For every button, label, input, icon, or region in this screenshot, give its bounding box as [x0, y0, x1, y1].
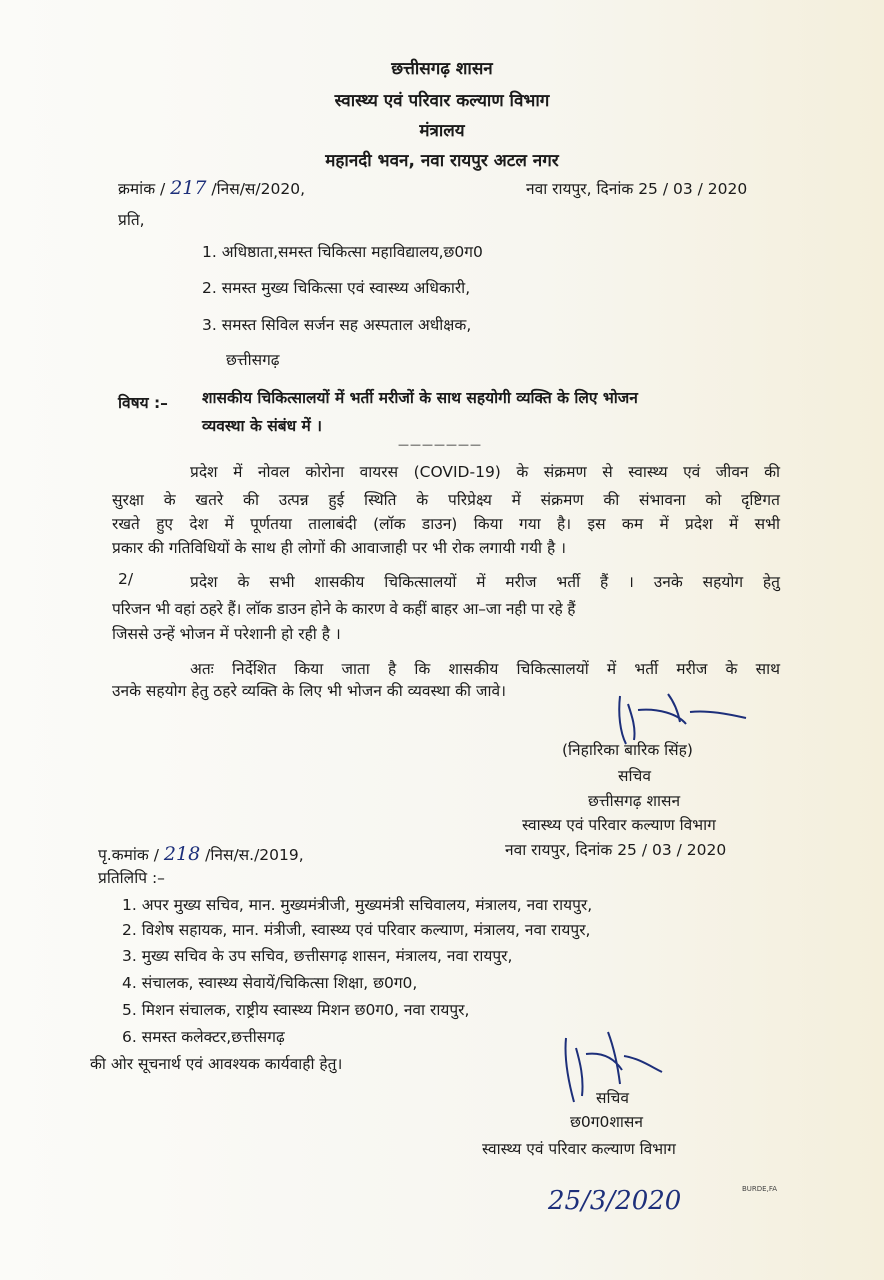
copy-footer: की ओर सूचनार्थ एवं आवश्यक कार्यवाही हेतु। [90, 1055, 343, 1073]
to-item: 3. समस्त सिविल सर्जन सह अस्पताल अधीक्षक, [202, 316, 472, 334]
copy-item: 2. विशेष सहायक, मान. मंत्रीजी, स्वास्थ्य एवं परिवार कल्याण, मंत्रालय, नवा रायपुर, [122, 921, 591, 939]
reference-suffix: /निस/स/2020, [211, 180, 306, 198]
reference-2-prefix: पृ.कमांक / [98, 846, 159, 864]
body-p2-line: परिजन भी वहां ठहरे हैं। लॉक डाउन होने के कारण वे कहीं बाहर आ–जा नही पा रहे हैं [112, 600, 576, 618]
body-p2-number: 2/ [118, 570, 134, 588]
copy-item: 4. संचालक, स्वास्थ्य सेवायें/चिकित्सा शिक्षा, छ0ग0, [122, 974, 418, 992]
signatory-2-line-1: छ0ग0शासन [570, 1113, 643, 1131]
reference-prefix: क्रमांक / [118, 180, 166, 198]
subject-line-1: शासकीय चिकित्सालयों में भर्ती मरीजों के साथ सहयोगी व्यक्ति के लिए भोजन [202, 389, 638, 407]
to-item: 1. अधिष्ठाता,समस्त चिकित्सा महाविद्यालय,छ0ग0 [202, 243, 483, 261]
header-line-4: महानदी भवन, नवा रायपुर अटल नगर [325, 151, 559, 171]
handwritten-date: 25/3/2020 [548, 1186, 682, 1216]
body-p1-line: प्रदेश में नोवल कोरोना वायरस (COVID-19) के संक्रमण से स्वास्थ्य एवं जीवन की [190, 463, 780, 481]
body-p2-line: जिससे उन्हें भोजन में परेशानी हो रही है । [112, 625, 341, 643]
header-line-2: स्वास्थ्य एवं परिवार कल्याण विभाग [334, 91, 550, 111]
subject-rule: ——————— [398, 438, 482, 451]
stamp-initials: BURDE,FA [742, 1185, 777, 1193]
signatory-designation: सचिव [618, 767, 651, 785]
body-p1-line: रखते हुए देश में पूर्णतया तालाबंदी (लॉक डाउन) किया गया है। इस कम में प्रदेश में सभी [112, 515, 780, 533]
to-label: प्रति, [118, 211, 145, 229]
reference-date: नवा रायपुर, दिनांक 25 / 03 / 2020 [526, 180, 748, 198]
copy-item: 5. मिशन संचालक, राष्ट्रीय स्वास्थ्य मिशन छ0ग0, नवा रायपुर, [122, 1001, 470, 1019]
subject-label: विषय :– [118, 394, 168, 412]
body-p1-line: सुरक्षा के खतरे की उत्पन्न हुई स्थिति के परिप्रेक्ष्य में संक्रमण की संभावना को दृष्टिगत [112, 491, 780, 509]
to-state: छत्तीसगढ़ [226, 351, 280, 369]
body-p3-line: उनके सहयोग हेतु ठहरे व्यक्ति के लिए भी भोजन की व्यवस्था की जावे। [112, 682, 506, 700]
reference-2-suffix: /निस/स./2019, [205, 846, 304, 864]
reference-number [118, 177, 305, 199]
copy-label: प्रतिलिपि :– [98, 869, 165, 887]
copy-item: 3. मुख्य सचिव के उप सचिव, छत्तीसगढ़ शासन, मंत्रालय, नवा रायपुर, [122, 947, 513, 965]
subject-line-2: व्यवस्था के संबंध में । [202, 417, 323, 435]
body-p1-line: प्रकार की गतिविधियों के साथ ही लोगों की आवाजाही पर भी रोक लगायी गयी है । [112, 539, 567, 557]
handwritten-ref-2-number: 218 [163, 843, 201, 865]
signatory-2-line-2: स्वास्थ्य एवं परिवार कल्याण विभाग [482, 1140, 676, 1158]
header-line-3: मंत्रालय [419, 121, 465, 141]
reference-2-number [98, 843, 304, 865]
signatory-line-2: स्वास्थ्य एवं परिवार कल्याण विभाग [522, 816, 716, 834]
body-p2-line: प्रदेश के सभी शासकीय चिकित्सालयों में मरीज भर्ती हैं । उनके सहयोग हेतु [190, 573, 780, 591]
handwritten-ref-number: 217 [170, 177, 207, 199]
body-p3-line: अतः निर्देशित किया जाता है कि शासकीय चिकित्सालयों में भर्ती मरीज के साथ [190, 660, 780, 678]
copy-item: 1. अपर मुख्य सचिव, मान. मुख्यमंत्रीजी, मुख्यमंत्री सचिवालय, मंत्रालय, नवा रायपुर, [122, 896, 593, 914]
reference-2-date: नवा रायपुर, दिनांक 25 / 03 / 2020 [505, 841, 727, 859]
header-line-1: छत्तीसगढ़ शासन [391, 59, 493, 79]
signatory-line-1: छत्तीसगढ़ शासन [588, 792, 681, 810]
copy-item: 6. समस्त कलेक्टर,छत्तीसगढ़ [122, 1028, 285, 1046]
signatory-name: (निहारिका बारिक सिंह) [562, 741, 693, 759]
signatory-2-designation: सचिव [596, 1089, 629, 1107]
to-item: 2. समस्त मुख्य चिकित्सा एवं स्वास्थ्य अधिकारी, [202, 279, 471, 297]
